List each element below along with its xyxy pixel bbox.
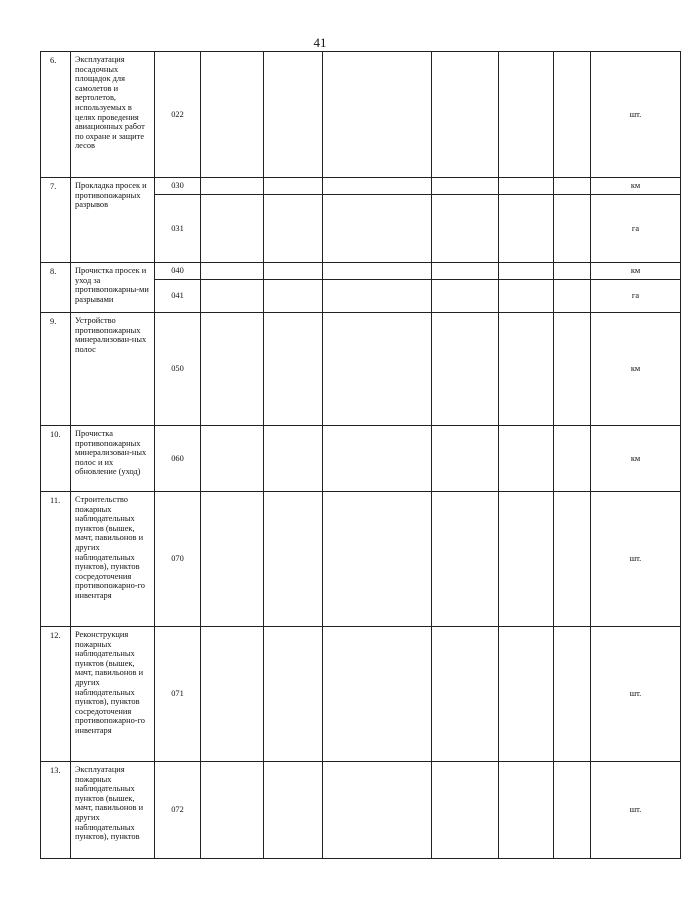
table-row: [41, 762, 681, 859]
activity-name: Строительство пожарных наблюдательных пунктов (вышек, мачт, павильонов и других наблюдательных пунктов), пунктов сосредоточения противопожарно-го инвентаря: [71, 492, 155, 627]
empty-value-cell: [323, 280, 432, 313]
empty-value-cell: [323, 627, 432, 762]
row-number: 13.: [41, 762, 71, 859]
empty-value-cell: [432, 492, 499, 627]
empty-value-cell: [201, 263, 264, 280]
empty-value-cell: [323, 426, 432, 492]
table-row: [41, 263, 681, 280]
line-code: 030: [155, 178, 201, 195]
empty-value-cell: [554, 178, 591, 195]
empty-value-cell: [264, 492, 323, 627]
empty-value-cell: [432, 52, 499, 178]
empty-value-cell: [499, 426, 554, 492]
unit-of-measure: га: [591, 195, 681, 263]
empty-value-cell: [323, 263, 432, 280]
line-code: 040: [155, 263, 201, 280]
activity-name: Эксплуатация пожарных наблюдательных пунктов (вышек, мачт, павильонов и других наблюдательных пунктов), пунктов: [71, 762, 155, 859]
report-table: [40, 51, 681, 859]
empty-value-cell: [432, 280, 499, 313]
empty-value-cell: [554, 195, 591, 263]
empty-value-cell: [323, 178, 432, 195]
empty-value-cell: [264, 52, 323, 178]
empty-value-cell: [201, 313, 264, 426]
empty-value-cell: [554, 762, 591, 859]
empty-value-cell: [201, 52, 264, 178]
empty-value-cell: [264, 280, 323, 313]
empty-value-cell: [201, 627, 264, 762]
page-number: 41: [313, 35, 327, 50]
empty-value-cell: [323, 492, 432, 627]
line-code: 022: [155, 52, 201, 178]
unit-of-measure: км: [591, 313, 681, 426]
unit-of-measure: шт.: [591, 492, 681, 627]
row-number: 6.: [41, 52, 71, 178]
empty-value-cell: [554, 313, 591, 426]
empty-value-cell: [264, 762, 323, 859]
unit-of-measure: км: [591, 178, 681, 195]
line-code: 041: [155, 280, 201, 313]
empty-value-cell: [264, 426, 323, 492]
unit-of-measure: км: [591, 426, 681, 492]
empty-value-cell: [201, 762, 264, 859]
empty-value-cell: [499, 52, 554, 178]
activity-name: Эксплуатация посадочных площадок для самолетов и вертолетов, используемых в целях проведения авиационных работ по охране и защите лесов: [71, 52, 155, 178]
empty-value-cell: [499, 492, 554, 627]
table-row: [41, 313, 681, 426]
unit-of-measure: шт.: [591, 762, 681, 859]
activity-name: Прокладка просек и противопожарных разрывов: [71, 178, 155, 263]
table-row: [41, 178, 681, 195]
table-row: [41, 492, 681, 627]
row-number: 11.: [41, 492, 71, 627]
empty-value-cell: [264, 195, 323, 263]
empty-value-cell: [323, 313, 432, 426]
empty-value-cell: [499, 627, 554, 762]
table-row: [41, 52, 681, 178]
empty-value-cell: [554, 280, 591, 313]
empty-value-cell: [264, 178, 323, 195]
row-number: 9.: [41, 313, 71, 426]
unit-of-measure: шт.: [591, 52, 681, 178]
empty-value-cell: [323, 52, 432, 178]
line-code: 060: [155, 426, 201, 492]
empty-value-cell: [554, 492, 591, 627]
empty-value-cell: [499, 313, 554, 426]
empty-value-cell: [201, 280, 264, 313]
empty-value-cell: [554, 52, 591, 178]
empty-value-cell: [264, 627, 323, 762]
row-number: 10.: [41, 426, 71, 492]
empty-value-cell: [499, 762, 554, 859]
line-code: 071: [155, 627, 201, 762]
empty-value-cell: [499, 280, 554, 313]
empty-value-cell: [499, 178, 554, 195]
activity-name: Прочистка противопожарных минерализован-ных полос и их обновление (уход): [71, 426, 155, 492]
table-row: [41, 627, 681, 762]
empty-value-cell: [432, 762, 499, 859]
line-code: 072: [155, 762, 201, 859]
empty-value-cell: [554, 426, 591, 492]
empty-value-cell: [323, 762, 432, 859]
empty-value-cell: [432, 627, 499, 762]
empty-value-cell: [432, 313, 499, 426]
empty-value-cell: [201, 426, 264, 492]
line-code: 070: [155, 492, 201, 627]
unit-of-measure: га: [591, 280, 681, 313]
empty-value-cell: [432, 195, 499, 263]
empty-value-cell: [323, 195, 432, 263]
table-row: [41, 426, 681, 492]
unit-of-measure: шт.: [591, 627, 681, 762]
empty-value-cell: [201, 178, 264, 195]
empty-value-cell: [499, 263, 554, 280]
empty-value-cell: [201, 195, 264, 263]
empty-value-cell: [264, 263, 323, 280]
empty-value-cell: [432, 178, 499, 195]
activity-name: Прочистка просек и уход за противопожарны-ми разрывами: [71, 263, 155, 313]
empty-value-cell: [432, 426, 499, 492]
activity-name: Устройство противопожарных минерализован-ных полос: [71, 313, 155, 426]
activity-name: Реконструкция пожарных наблюдательных пунктов (вышек, мачт, павильонов и других наблюдательных пунктов), пунктов сосредоточения противопожарно-го инвентаря: [71, 627, 155, 762]
row-number: 7.: [41, 178, 71, 263]
empty-value-cell: [554, 627, 591, 762]
unit-of-measure: км: [591, 263, 681, 280]
empty-value-cell: [499, 195, 554, 263]
empty-value-cell: [432, 263, 499, 280]
empty-value-cell: [264, 313, 323, 426]
table-body: [41, 52, 681, 859]
row-number: 12.: [41, 627, 71, 762]
line-code: 050: [155, 313, 201, 426]
empty-value-cell: [201, 492, 264, 627]
row-number: 8.: [41, 263, 71, 313]
line-code: 031: [155, 195, 201, 263]
empty-value-cell: [554, 263, 591, 280]
